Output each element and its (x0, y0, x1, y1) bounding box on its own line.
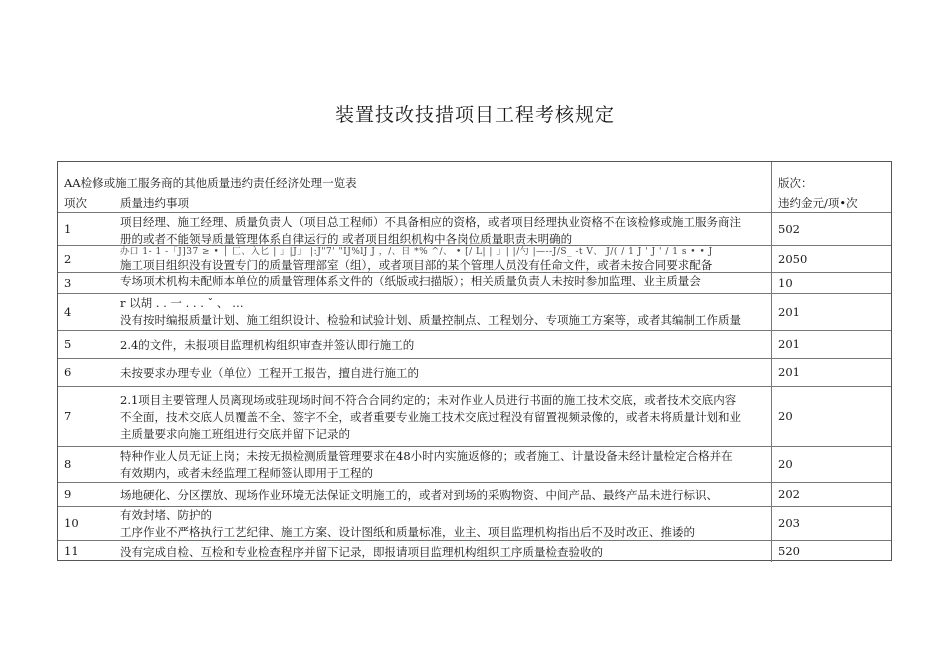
violation-table (57, 161, 892, 561)
table-row (58, 506, 891, 540)
desc-line: 2.4的文件，未报项目监理机构组织审查并签认即行施工的 (120, 337, 415, 352)
version-label: 版次： (771, 162, 891, 194)
row-no: 5 (64, 337, 72, 351)
row-amount: 201 (771, 331, 891, 358)
desc-line: 不全面，技术交底人员覆盖不全、签字不全，或者重要专业施工技术交底过程没有留置视频录像的，或者未将质量计划和业 (120, 410, 741, 424)
row-amount: 10 (771, 273, 891, 293)
desc-line: r 以胡 . . 一 . . . ˇ 、 … (120, 296, 244, 310)
row-desc (115, 246, 828, 272)
row-desc (115, 483, 828, 506)
row-amount: 203 (771, 507, 891, 540)
col-header-no: 项次 (64, 196, 87, 210)
table-row (58, 330, 891, 358)
row-amount: 2050 (771, 246, 891, 272)
row-desc (115, 447, 828, 482)
table-row (58, 358, 891, 386)
desc-line: 施工项目组织没有设置专门的质量管理部室（组），或者项目部的某个管理人员没有任命文件，或者未按合同要求配备 (120, 258, 713, 272)
col-header-amount: 违约金元/项•次 (771, 194, 891, 212)
row-no: 3 (64, 275, 72, 290)
desc-line: 场地硬化、分区摆放、现场作业环境无法保证文明施工的，或者对到场的采购物资、中间产品、最终产品未进行标识、 (120, 487, 718, 502)
row-desc (115, 359, 828, 386)
row-no: 11 (64, 544, 79, 558)
col-header-desc: 质量违约事项 (120, 196, 189, 210)
row-desc (115, 294, 828, 330)
row-amount: 20 (771, 447, 891, 482)
table-row (58, 212, 891, 245)
desc-line: 项目经理、施工经理、质量负责人（项目总工程师）不具备相应的资格，或者项目经理执业资格不在该检修或施工服务商注 (120, 215, 741, 229)
document-title: 装置技改技措项目工程考核规定 (334, 104, 615, 126)
table-row (58, 540, 891, 562)
desc-line: 有效封堵、防护的 (120, 508, 212, 522)
desc-line: 主质量要求向施工班组进行交底并留下记录的 (120, 427, 350, 441)
desc-line: 没有按时编报质量计划、施工组织设计、检验和试验计划、质量控制点、工程划分、专项施工方案等，或者其编制工作质量 (120, 313, 741, 327)
row-amount: 201 (771, 359, 891, 386)
row-amount: 502 (771, 213, 891, 245)
row-no: 7 (64, 409, 72, 423)
table-row (58, 482, 891, 506)
row-desc (115, 331, 828, 358)
row-amount: 520 (771, 541, 891, 562)
row-no: 10 (64, 516, 79, 530)
desc-line: 没有完成自检、互检和专业检查程序并留下记录，即报请项目监理机构组织工序质量检查验收的 (120, 544, 603, 559)
desc-line: 2.1项目主要管理人员离现场或驻现场时间不符合合同约定的；未对作业人员进行书面的施工技术交底，或者技术交底内容 (120, 393, 737, 407)
table-heading: AA检修或施工服务商的其他质量违约责任经济处理一览表 (64, 176, 357, 190)
row-no: 4 (64, 304, 72, 319)
row-amount: 20 (771, 387, 891, 446)
row-desc (115, 273, 828, 293)
table-row (58, 245, 891, 272)
row-desc (115, 213, 828, 245)
row-amount: 201 (771, 294, 891, 330)
row-no: 9 (64, 487, 72, 501)
desc-line: 有效期内，或者未经监理工程师签认即用于工程的 (120, 466, 373, 480)
desc-line: 工序作业不严格执行工艺纪律、施工方案、设计图纸和质量标准，业主、项目监理机构指出后不及时改正、推诿的 (120, 525, 695, 539)
table-row (58, 386, 891, 446)
row-desc (115, 507, 828, 540)
row-amount: 202 (771, 483, 891, 506)
table-row (58, 293, 891, 330)
scan-noise-text: 办口 1- 1 -「J]37 ≥ • │ 匚、入匕 | 」|J」 |:J"7' "IJ%lJ J ，/、日 *% ^/、 • [/ L| | 」| |/勺 |—--J/S_ -t V、 J/( / 1 J ' J ' / 1 s • • J (120, 247, 713, 257)
row-no: 6 (64, 365, 72, 379)
column-header-row (58, 194, 891, 212)
row-no: 8 (64, 457, 72, 471)
row-no: 1 (64, 221, 72, 236)
desc-line: 册的或者不能领导质量管理体系自律运行的 或者项目组织机构中各岗位质量职责未明确的 (120, 232, 573, 245)
table-row (58, 446, 891, 482)
table-heading-row (58, 162, 891, 194)
desc-line: 专场项术机构未配师本单位的质量管理体系文件的（纸版或扫描版）；相关质量负责人未按时参加监理、业主质量会 (120, 274, 701, 288)
row-no: 2 (64, 251, 72, 266)
row-desc (115, 387, 828, 446)
desc-line: 特种作业人员无证上岗；未按无损检测质量管理要求在48小时内实施返修的；或者施工、计量设备未经计量检定合格并在 (120, 449, 733, 463)
row-desc (115, 541, 828, 562)
table-row (58, 272, 891, 293)
desc-line: 未按要求办理专业（单位）工程开工报告，擅自进行施工的 (120, 365, 419, 380)
